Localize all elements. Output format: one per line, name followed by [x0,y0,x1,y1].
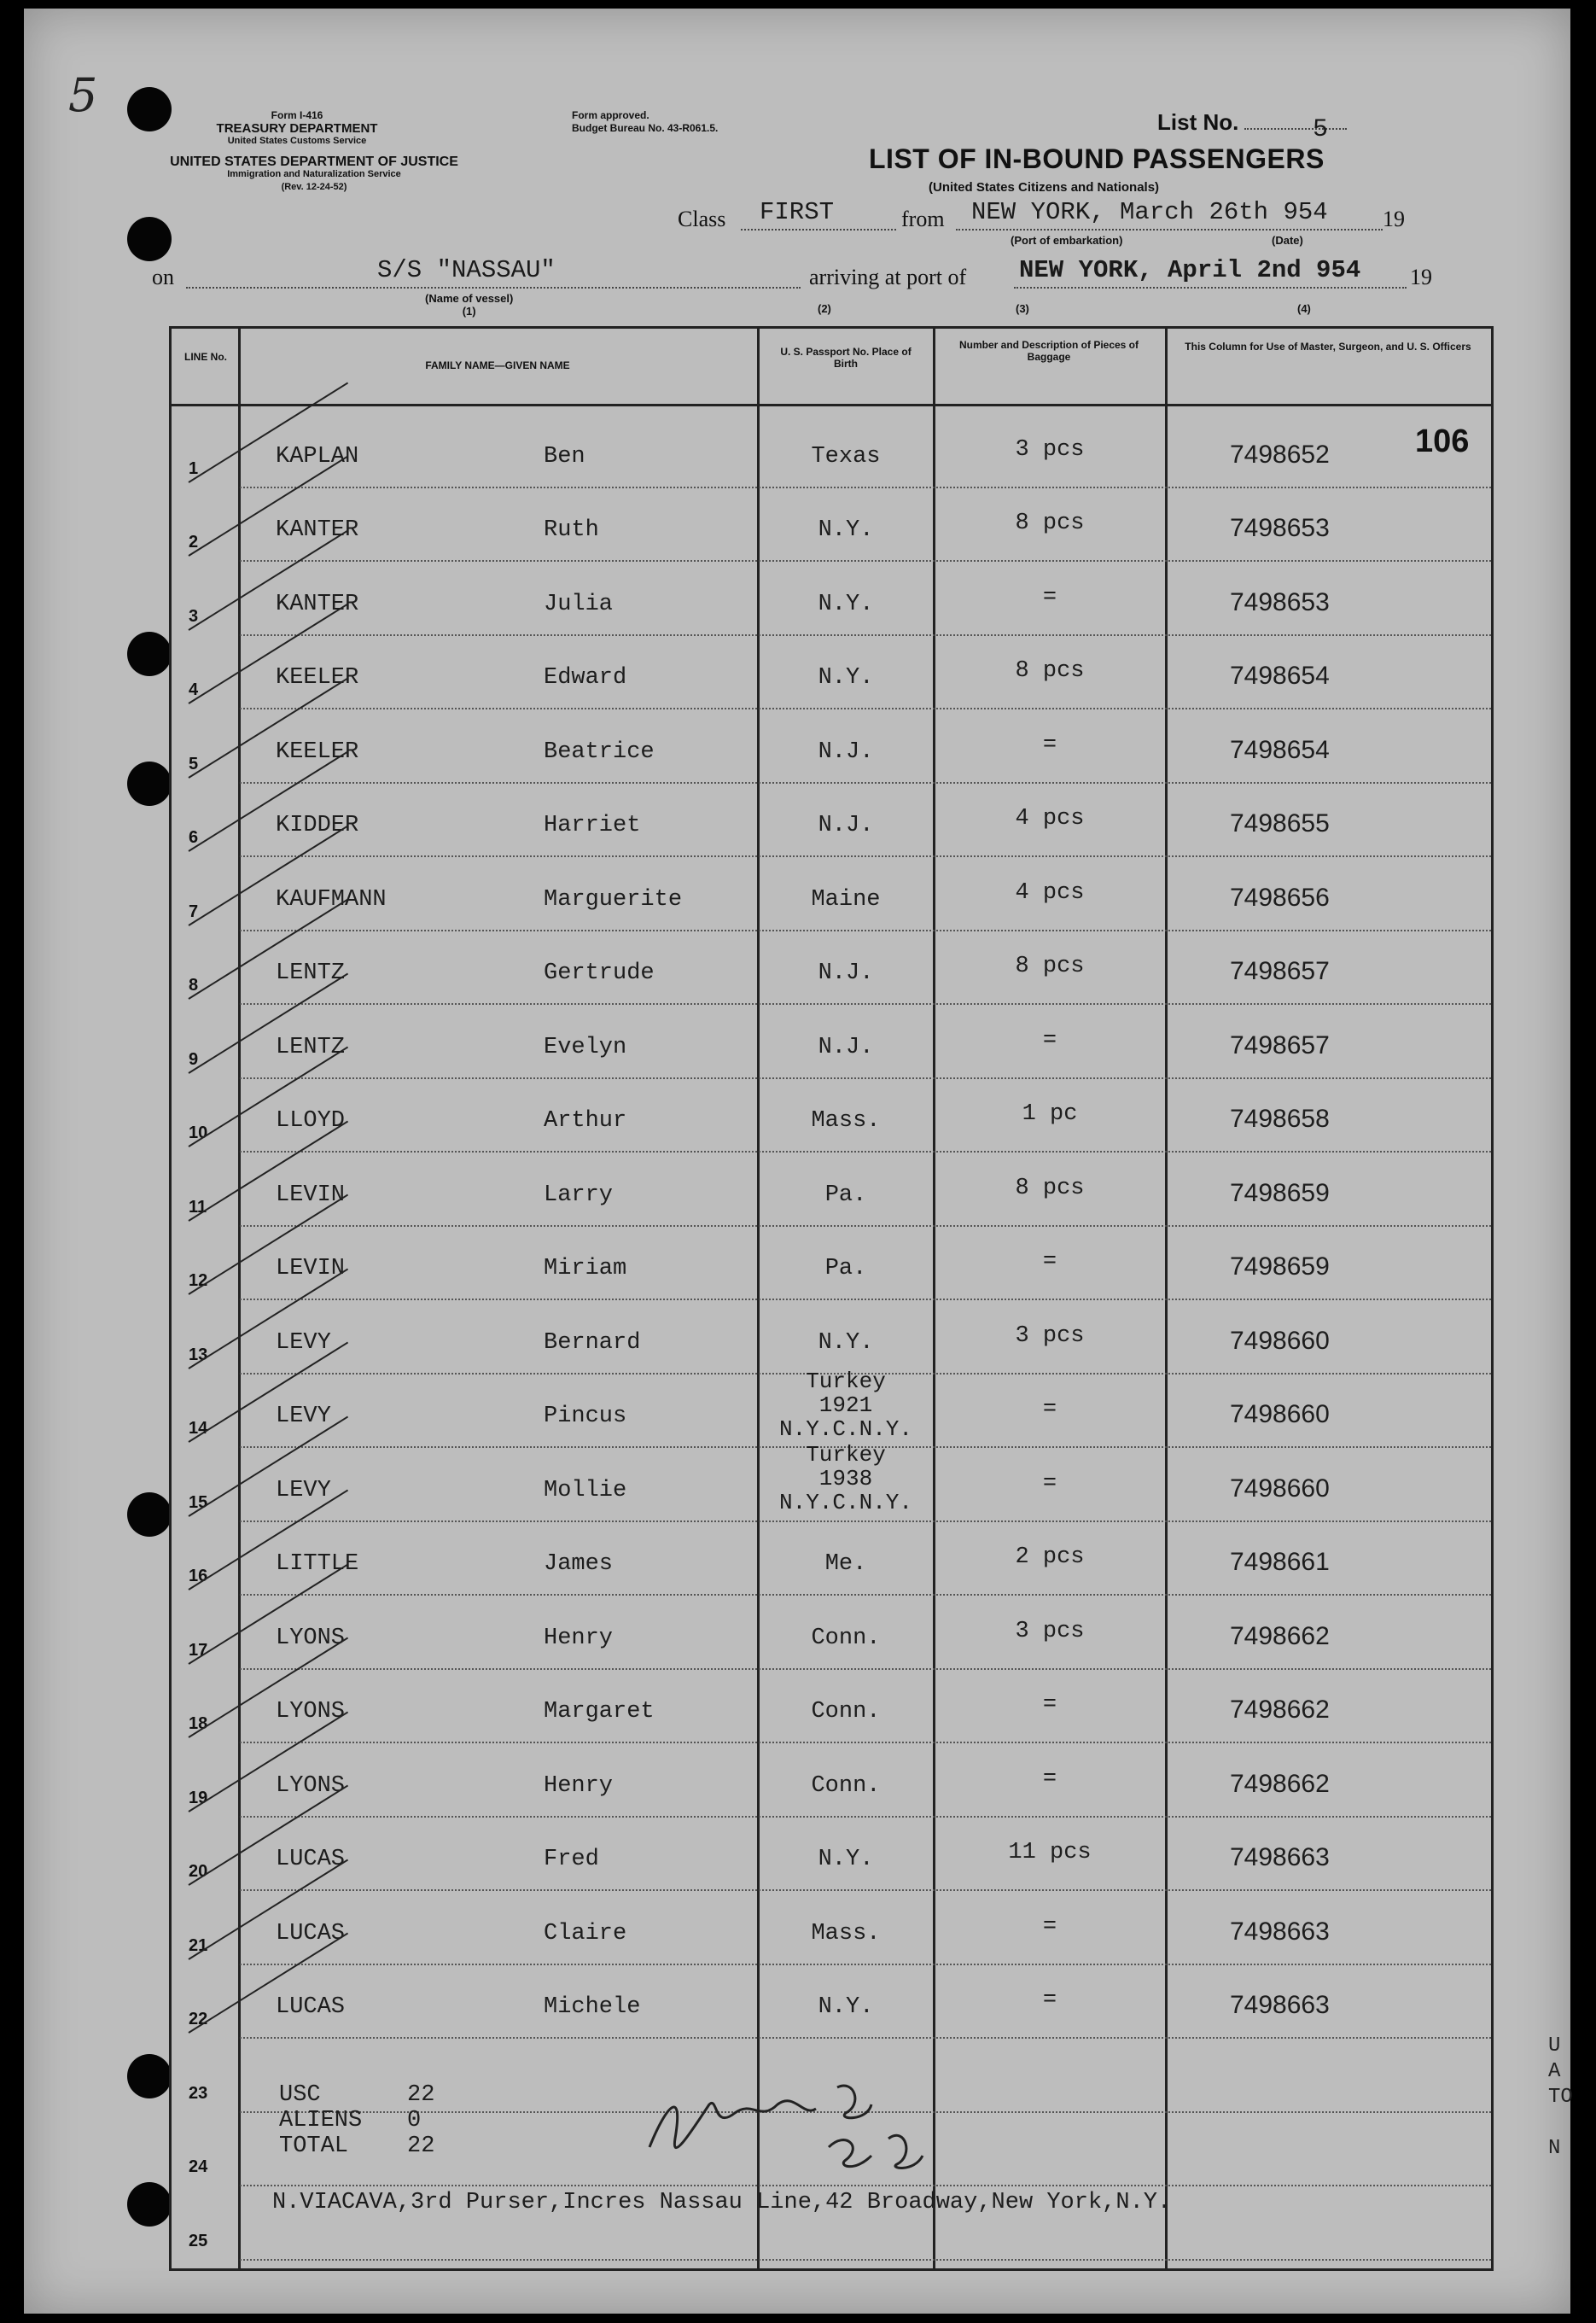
given-name: Ruth [544,517,599,543]
officer-code: 7498654 [1230,662,1330,690]
list-no-underline [1244,128,1347,130]
vessel-col-num: (1) [462,305,476,318]
table-row [172,1368,1491,1449]
given-name: Miriam [544,1256,627,1281]
line-number: 3 [189,606,199,626]
col-num-3: (3) [1016,302,1029,315]
line-number: 10 [189,1124,208,1142]
line-number: 20 [189,1862,208,1881]
place-of-birth: N.J. [818,960,874,986]
baggage: = [1042,1987,1057,2013]
col-num-4: (4) [1297,302,1311,315]
col-header-passport: U. S. Passport No. Place of Birth [780,346,912,370]
table-row [172,1743,1491,1818]
family-name: LUCAS [276,1994,346,2020]
given-name: Ben [544,443,585,470]
table-row [172,636,1491,710]
place-of-birth-part: N.Y.C.N.Y. [778,1415,913,1442]
vessel-name: S/S "NASSAU" [377,256,556,284]
line-number: 19 [189,1788,208,1807]
baggage: = [1042,1397,1057,1422]
officer-code: 7498657 [1230,957,1330,985]
totals-value: 0 [407,2108,422,2133]
family-name: LUCAS [276,1920,346,1947]
line-number: 8 [189,976,199,995]
revision-date: (Rev. 12-24-52) [281,182,347,192]
totals-block [279,2082,434,2159]
place-of-birth: Conn. [811,1699,881,1725]
officer-code: 7498661 [1230,1548,1330,1576]
officer-code: 7498662 [1230,1769,1330,1798]
form-number: Form I-416 [271,109,323,121]
totals-row-aliens [279,2108,434,2133]
line-number: 15 [189,1492,208,1512]
officer-code: 7498658 [1230,1105,1330,1133]
approval-block [572,109,718,135]
family-name: LYONS [276,1625,346,1651]
table-row [172,1818,1491,1892]
baggage: = [1042,1027,1057,1054]
table-row [172,414,1491,488]
punch-hole [127,1492,172,1537]
baggage: 8 pcs [1015,1175,1085,1201]
page-stamp: 106 [1415,423,1470,459]
place-of-birth: Pa. [824,1256,867,1281]
family-name: LYONS [276,1772,346,1799]
officer-code: 7498662 [1230,1621,1330,1650]
table-row [172,488,1491,563]
col-header-baggage: Number and Description of Pieces of Baggage [958,339,1139,363]
family-name: LEVIN [276,1256,346,1281]
edge-fragment: N [1548,2137,1561,2160]
col-num-2: (2) [818,302,831,315]
officer-code: 7498653 [1230,587,1330,616]
vessel-caption-text: (Name of vessel) [425,292,514,305]
justice-header-block [143,155,485,194]
totals-label: ALIENS [279,2108,363,2133]
place-of-birth: Conn. [811,1772,881,1799]
family-name: KANTER [276,517,359,543]
baggage: 3 pcs [1015,1618,1085,1644]
ins-service: Immigration and Naturalization Service [227,169,401,179]
justice-dept: UNITED STATES DEPARTMENT OF JUSTICE [170,155,458,169]
edge-fragment: A [1548,2060,1561,2083]
table-row [172,1596,1491,1670]
place-of-birth-part: Turkey [806,1368,886,1394]
baggage: 3 pcs [1015,1322,1085,1349]
table-row [172,1891,1491,1965]
punch-hole [127,2054,172,2098]
baggage: 4 pcs [1015,879,1085,906]
line-number: 14 [189,1419,208,1438]
class-underline [741,229,896,231]
baggage: 3 pcs [1015,436,1085,463]
officer-code: 7498653 [1230,514,1330,542]
place-of-birth: Me. [824,1551,867,1577]
family-name: LITTLE [276,1551,359,1577]
officer-code: 7498660 [1230,1400,1330,1428]
baggage: 11 pcs [1008,1840,1092,1865]
form-approved: Form approved. [572,109,649,121]
date-caption: (Date) [1272,234,1303,247]
list-no-label: List No. [1157,109,1239,135]
arriving-label: arriving at port of [809,265,967,289]
family-name: LLOYD [276,1108,346,1134]
line-number: 23 [189,2083,208,2103]
punch-hole [127,217,172,261]
given-name: Mollie [544,1477,627,1503]
on-label: on [152,265,174,289]
family-name: LYONS [276,1699,346,1725]
treasury-dept: TREASURY DEPARTMENT [216,121,378,136]
family-name: LENTZ [276,960,346,986]
given-name: Gertrude [544,960,655,986]
line-number: 5 [189,754,199,773]
officer-code: 7498657 [1230,1030,1330,1059]
table-row [172,1153,1491,1227]
budget-bureau: Budget Bureau No. 43-R061.5. [572,122,719,134]
table-row [172,1300,1491,1375]
place-of-birth: Pa. [824,1182,867,1208]
place-of-birth-part: 1921 [818,1392,873,1418]
table-row [172,857,1491,931]
row-divider [240,2259,1491,2261]
edge-fragments [1548,2034,1573,2162]
table-row [172,1965,1491,2040]
baggage: = [1042,1249,1057,1275]
family-name: LEVY [276,1329,331,1356]
given-name: Larry [544,1182,614,1208]
officer-code: 7498662 [1230,1696,1330,1724]
given-name: Evelyn [544,1034,627,1060]
officer-code: 7498656 [1230,883,1330,912]
place-of-birth [760,1443,931,1515]
place-of-birth: N.Y. [818,591,874,617]
totals-value: 22 [407,2133,435,2159]
page-subtitle: (United States Citizens and Nationals) [929,180,1160,195]
officer-code: 7498663 [1230,1991,1330,2019]
given-name: Julia [544,591,614,617]
officer-code: 7498663 [1230,1843,1330,1871]
line-number: 22 [189,2010,208,2028]
officer-code: 7498663 [1230,1917,1330,1946]
row-divider [240,2185,1491,2186]
totals-label: USC [279,2082,321,2108]
baggage: = [1042,1692,1057,1718]
line-number: 21 [189,1935,208,1955]
punch-hole [127,632,172,676]
place-of-birth: N.Y. [818,1994,874,2020]
edge-fragment: TO [1548,2086,1573,2109]
passenger-table [169,326,1494,2271]
family-name: KAUFMANN [276,886,387,913]
table-row [172,1227,1491,1301]
line-number: 16 [189,1567,208,1585]
family-name: LUCAS [276,1847,346,1872]
given-name: Marguerite [544,886,683,913]
table-row [172,1442,1491,1522]
edge-fragment: U [1548,2034,1561,2057]
line-number: 17 [189,1640,208,1660]
given-name: Fred [544,1847,599,1872]
place-of-birth-part: 1938 [818,1466,873,1491]
given-name: Beatrice [544,738,655,765]
place-of-birth: N.Y. [818,517,874,543]
line-number: 1 [189,458,199,478]
officer-code: 7498659 [1230,1252,1330,1281]
place-of-birth: N.Y. [818,1329,874,1356]
col-header-officers: This Column for Use of Master, Surgeon, and U. S. Officers [1185,341,1471,353]
line-number: 12 [189,1271,208,1290]
vessel-caption [425,292,513,318]
place-of-birth: Mass. [811,1108,881,1134]
punch-hole [127,762,172,806]
given-name: Claire [544,1920,627,1947]
line-number: 18 [189,1714,208,1733]
form-header-block [152,109,442,148]
family-name: KEELER [276,738,359,765]
place-of-birth: Maine [811,886,881,913]
line-number: 11 [189,1197,207,1217]
totals-value: 22 [407,2082,435,2108]
from-value: NEW YORK, March 26th 954 [971,198,1328,226]
line-number: 4 [189,680,199,699]
totals-row-total [279,2133,434,2159]
punch-hole [127,2182,172,2227]
class-label: Class [678,207,726,231]
customs-service: United States Customs Service [227,136,367,146]
totals-label: TOTAL [279,2133,349,2159]
family-name: KEELER [276,665,359,691]
document-sheet [24,9,1573,2314]
baggage: 8 pcs [1015,658,1085,684]
baggage: 8 pcs [1015,954,1085,979]
given-name: Margaret [544,1699,655,1725]
baggage: 2 pcs [1015,1544,1085,1570]
col-header-name: FAMILY NAME—GIVEN NAME [425,359,570,371]
baggage: = [1042,732,1057,758]
embark-caption: (Port of embarkation) [1011,234,1123,247]
handwritten-signature [632,2053,957,2181]
arrival-year-prefix: 19 [1410,265,1432,289]
baggage: = [1042,1470,1057,1497]
list-no-value: 5 [1313,115,1329,144]
table-row [172,562,1491,636]
page-title: LIST OF IN-BOUND PASSENGERS [869,143,1325,174]
officer-code: 7498659 [1230,1178,1330,1207]
table-row [172,1670,1491,1744]
col-header-line-no: LINE No. [184,351,227,363]
baggage: = [1042,584,1057,610]
table-row [172,709,1491,784]
place-of-birth: N.J. [818,738,874,765]
given-name: Pincus [544,1404,627,1429]
given-name: James [544,1551,614,1577]
officer-code: 7498660 [1230,1474,1330,1503]
line-number: 7 [189,902,199,921]
table-row [172,931,1491,1006]
officer-code: 7498655 [1230,809,1330,838]
line-number: 6 [189,828,199,847]
place-of-birth-part: Turkey [806,1442,886,1468]
place-of-birth: N.Y. [818,1847,874,1872]
given-name: Henry [544,1625,614,1651]
class-value: FIRST [760,198,835,226]
baggage: 4 pcs [1015,806,1085,832]
given-name: Harriet [544,813,641,838]
family-name: KIDDER [276,813,359,838]
family-name: LENTZ [276,1034,346,1060]
place-of-birth: Conn. [811,1625,881,1651]
given-name: Arthur [544,1108,627,1134]
officer-code: 7498652 [1230,440,1330,469]
officer-code: 7498654 [1230,735,1330,764]
family-name: LEVIN [276,1182,346,1208]
place-of-birth: N.Y. [818,665,874,691]
given-name: Bernard [544,1329,641,1356]
arrival-value: NEW YORK, April 2nd 954 [1019,256,1361,284]
baggage: = [1042,1913,1057,1940]
family-name: LEVY [276,1404,331,1429]
line-number: 25 [189,2231,208,2250]
baggage: 1 pc [1022,1101,1078,1127]
table-row [172,784,1491,858]
family-name: KANTER [276,591,359,617]
family-name: LEVY [276,1477,331,1503]
from-underline [956,229,1383,231]
from-label: from [901,207,945,231]
purser-signature-line: N.VIACAVA,3rd Purser,Incres Nassau Line,42 Broadway,New York,N.Y. [272,2190,1172,2215]
place-of-birth [760,1369,931,1441]
line-number: 9 [189,1049,199,1069]
line-number: 13 [189,1345,208,1364]
margin-note: 5 [68,68,98,122]
table-row [172,1079,1491,1153]
arrival-underline [1014,287,1407,289]
line-number: 24 [189,2157,208,2176]
family-name: KAPLAN [276,443,359,470]
totals-row-usc [279,2082,434,2108]
given-name: Michele [544,1994,641,2020]
baggage: = [1042,1766,1057,1792]
vessel-underline [186,287,801,289]
officer-code: 7498660 [1230,1326,1330,1355]
place-of-birth-part: N.Y.C.N.Y. [778,1490,913,1515]
table-row [172,1522,1491,1596]
from-year-prefix: 19 [1383,207,1405,231]
place-of-birth: N.J. [818,1034,874,1060]
given-name: Edward [544,665,627,691]
place-of-birth: N.J. [818,813,874,838]
place-of-birth: Texas [811,443,881,470]
header-divider [172,404,1491,406]
line-number: 2 [189,533,199,552]
given-name: Henry [544,1772,614,1799]
table-row [172,1005,1491,1079]
baggage: 8 pcs [1015,511,1085,536]
place-of-birth: Mass. [811,1920,881,1947]
